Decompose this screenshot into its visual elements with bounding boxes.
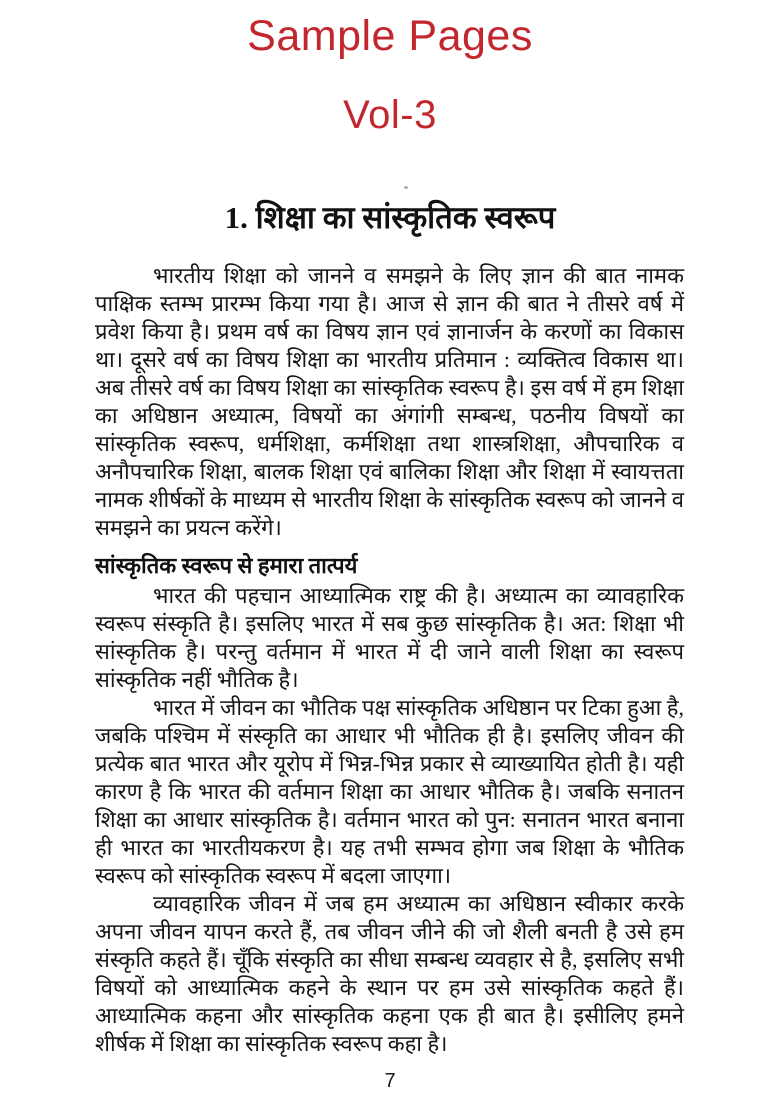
scan-artifact-dot <box>404 186 408 189</box>
page-number: 7 <box>384 1070 396 1092</box>
paragraph-practical-life: व्यावहारिक जीवन में जब हम अध्यात्म का अधिष्ठान स्वीकार करके अपना जीवन यापन करते हैं, तब जीवन जीने की जो शैली बनती है उसे हम संस्कृति कहते हैं। चूँकि संस्कृति का सीधा सम्बन्ध व्यवहार से है, इसलिए सभी विषयों को आध्यात्मिक कहने के स्थान पर हम उसे सांस्कृतिक कहते हैं। आध्यात्मिक कहना और सांस्कृतिक कहना एक ही बात है। इसीलिए हमने शीर्षक में शिक्षा का सांस्कृतिक स्वरूप कहा है। <box>95 891 684 1056</box>
paragraph-material-vs-cultural: भारत में जीवन का भौतिक पक्ष सांस्कृतिक अधिष्ठान पर टिका हुआ है, जबकि पश्चिम में संस्कृति का आधार भी भौतिक ही है। इसलिए जीवन की प्रत्येक बात भारत और यूरोप में भिन्न-भिन्न प्रकार से व्याख्यायित होती है। यही कारण है कि भारत की वर्तमान शिक्षा का आधार भौतिक है। जबकि सनातन शिक्षा का आधार सांस्कृतिक है। वर्तमान भारत को पुन: सनातन भारत बनाना ही भारत का भारतीयकरण है। यह तभी सम्भव होगा जब शिक्षा के भौतिक स्वरूप को सांस्कृतिक स्वरूप में बदला जाएगा। <box>95 695 684 888</box>
section-heading: सांस्कृतिक स्वरूप से हमारा तात्पर्य <box>95 553 358 578</box>
chapter-title: 1. शिक्षा का सांस्कृतिक स्वरूप <box>224 200 556 235</box>
paragraph-cultural-meaning: भारत की पहचान आध्यात्मिक राष्ट्र की है। अध्यात्म का व्यावहारिक स्वरूप संस्कृति है। इसलिए भारत में सब कुछ सांस्कृतिक है। अत: शिक्षा भी सांस्कृतिक है। परन्तु वर्तमान में भारत में दी जाने वाली शिक्षा का स्वरूप सांस्कृतिक नहीं भौतिक है। <box>95 583 684 692</box>
body-text <box>95 262 684 1058</box>
sample-pages-title: Sample Pages <box>247 12 533 60</box>
paragraph-intro: भारतीय शिक्षा को जानने व समझने के लिए ज्ञान की बात नामक पाक्षिक स्तम्भ प्रारम्भ किया गया है। आज से ज्ञान की बात ने तीसरे वर्ष में प्रवेश किया है। प्रथम वर्ष का विषय ज्ञान एवं ज्ञानार्जन के करणों का विकास था। दूसरे वर्ष का विषय शिक्षा का भारतीय प्रतिमान : व्यक्तित्व विकास था। अब तीसरे वर्ष का विषय शिक्षा का सांस्कृतिक स्वरूप है। इस वर्ष में हम शिक्षा का अधिष्ठान अध्यात्म, विषयों का अंगांगी सम्बन्ध, पठनीय विषयों का सांस्कृतिक स्वरूप, धर्मशिक्षा, कर्मशिक्षा तथा शास्त्रशिक्षा, औपचारिक व अनौपचारिक शिक्षा, बालक शिक्षा एवं बालिका शिक्षा और शिक्षा में स्वायत्तता नामक शीर्षकों के माध्यम से भारतीय शिक्षा के सांस्कृतिक स्वरूप को जानने व समझने का प्रयत्न करेंगे। <box>95 263 684 540</box>
volume-title: Vol-3 <box>343 93 437 137</box>
